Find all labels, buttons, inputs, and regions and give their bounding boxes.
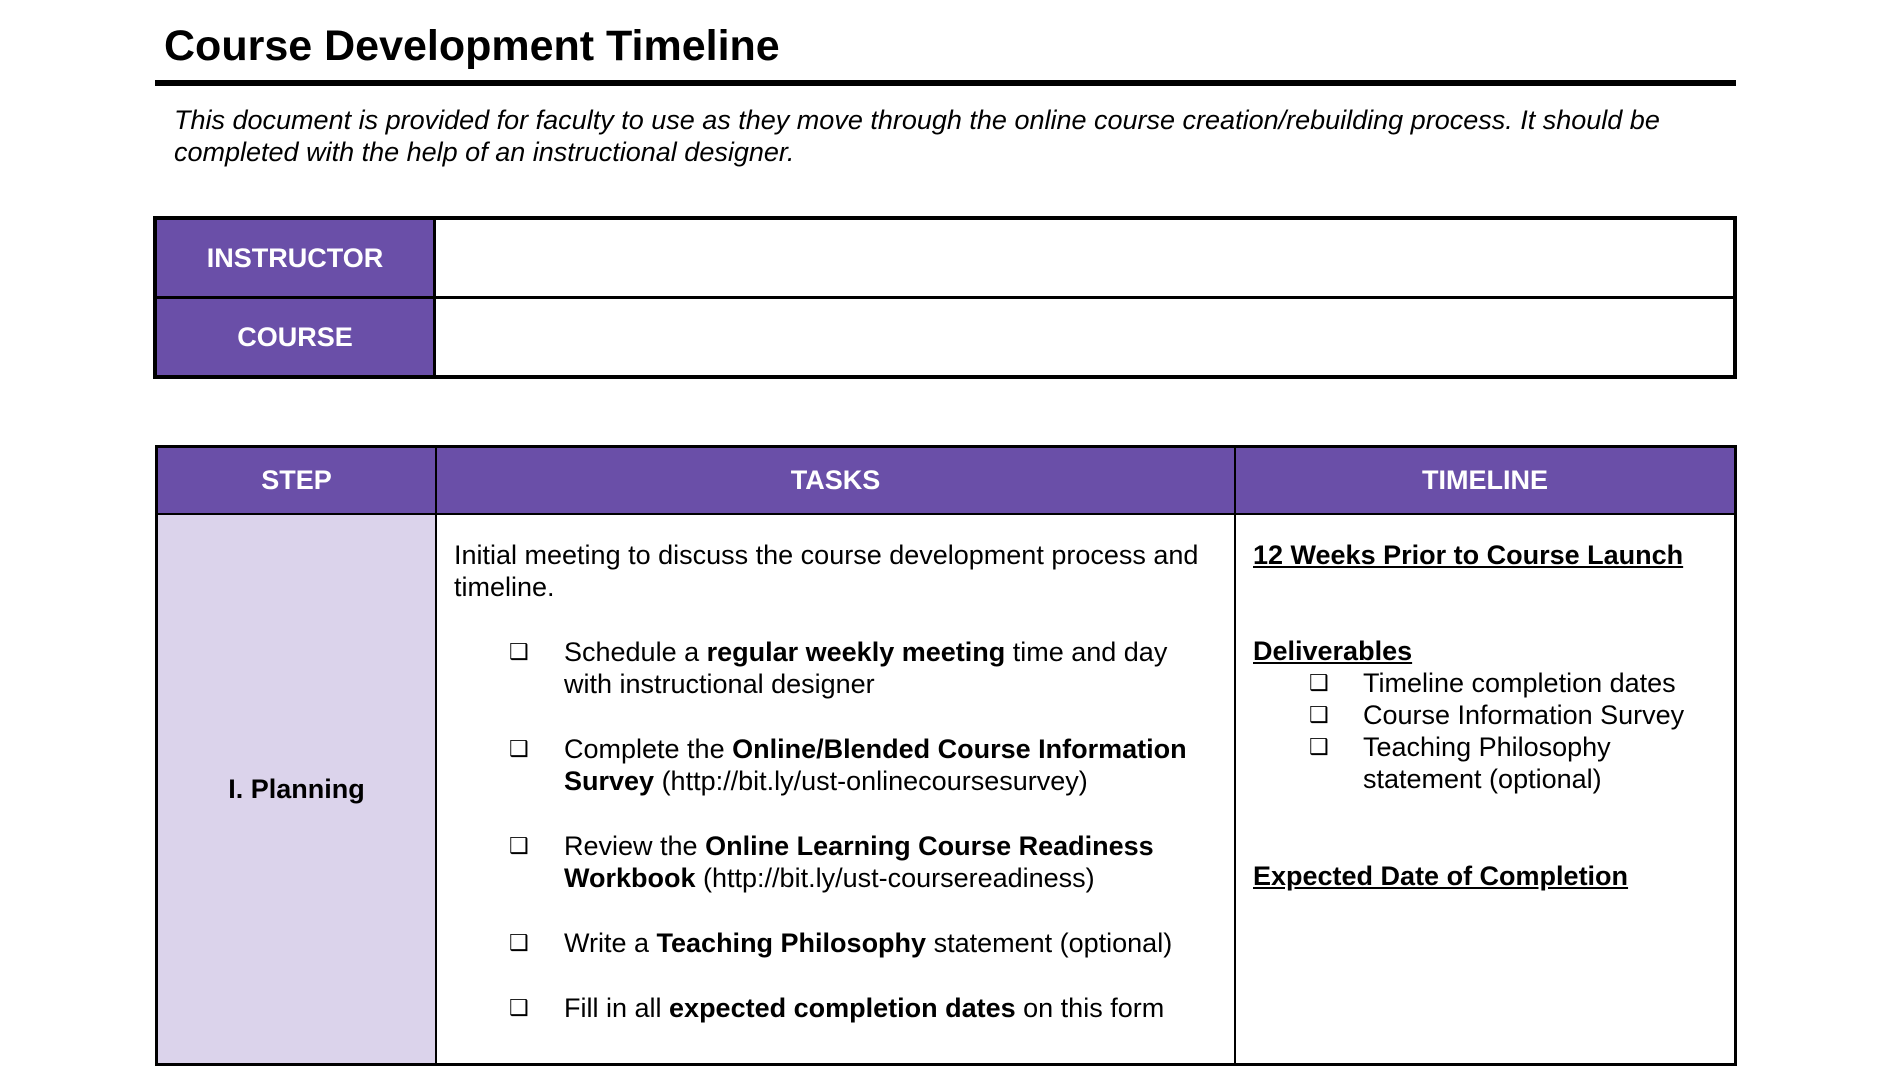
task-text: Write a <box>564 928 657 958</box>
list-item <box>1309 667 1718 699</box>
task-text: Fill in all <box>564 993 670 1023</box>
list-item <box>509 927 1216 959</box>
title-divider <box>155 80 1736 86</box>
tasks-intro: Initial meeting to discuss the course development process and timeline. <box>454 540 1199 602</box>
task-bold: Teaching Philosophy <box>656 928 927 958</box>
tasks-cell <box>436 514 1235 1065</box>
task-list <box>454 636 1216 1024</box>
info-table <box>153 216 1737 379</box>
instructor-field[interactable] <box>435 218 1736 298</box>
deliverable-text: Teaching Philosophy statement (optional) <box>1363 732 1611 794</box>
list-item <box>1309 699 1718 731</box>
intro-text: This document is provided for faculty to use as they move through the online course creation/rebuilding process. It should be completed with the help of an instructional designer. <box>174 105 1660 167</box>
deliverable-text: Course Information Survey <box>1363 700 1685 730</box>
task-text: Review the <box>564 831 706 861</box>
task-bold: Online/Blended Course Information Survey <box>564 734 1187 796</box>
task-text: time and day with instructional designer <box>564 637 1168 699</box>
header-tasks: TASKS <box>436 447 1235 515</box>
task-text: statement (optional) <box>926 928 1173 958</box>
task-bold: regular weekly meeting <box>706 637 1006 667</box>
checkbox-icon[interactable]: ❑ <box>509 995 529 1020</box>
task-text: Complete the <box>564 734 733 764</box>
task-bold: Online Learning Course Readiness Workbook <box>564 831 1154 893</box>
task-bold: expected completion dates <box>669 993 1016 1023</box>
timeline-cell <box>1235 514 1736 1065</box>
deliverable-text: Timeline completion dates <box>1363 668 1676 698</box>
checkbox-icon[interactable]: ❑ <box>509 833 529 858</box>
task-text: (http://bit.ly/ust-coursereadiness) <box>695 863 1095 893</box>
table-row <box>157 514 1736 1065</box>
list-item <box>509 992 1216 1024</box>
step-planning: I. Planning <box>157 514 437 1065</box>
checkbox-icon[interactable]: ❑ <box>1309 734 1329 759</box>
list-item <box>1309 731 1718 795</box>
list-item <box>509 636 1216 700</box>
deliverables-heading: Deliverables <box>1253 636 1413 666</box>
timeline-table <box>155 445 1737 1066</box>
course-row <box>155 298 1735 378</box>
checkbox-icon[interactable]: ❑ <box>1309 670 1329 695</box>
table-header-row <box>157 447 1736 515</box>
expected-date-heading: Expected Date of Completion <box>1253 861 1629 891</box>
instructor-row <box>155 218 1735 298</box>
course-label: COURSE <box>155 298 435 378</box>
instructor-label: INSTRUCTOR <box>155 218 435 298</box>
deliverables-list <box>1253 667 1718 795</box>
task-text: Schedule a <box>564 637 707 667</box>
course-field[interactable] <box>435 298 1736 378</box>
header-timeline: TIMELINE <box>1235 447 1736 515</box>
timeline-prior: 12 Weeks Prior to Course Launch <box>1253 540 1684 570</box>
checkbox-icon[interactable]: ❑ <box>509 736 529 761</box>
page-title: Course Development Timeline <box>164 22 780 70</box>
checkbox-icon[interactable]: ❑ <box>509 639 529 664</box>
header-step: STEP <box>157 447 437 515</box>
task-text: on this form <box>1015 993 1165 1023</box>
checkbox-icon[interactable]: ❑ <box>1309 702 1329 727</box>
list-item <box>509 733 1216 797</box>
checkbox-icon[interactable]: ❑ <box>509 930 529 955</box>
task-text: (http://bit.ly/ust-onlinecoursesurvey) <box>654 766 1088 796</box>
list-item <box>509 830 1216 894</box>
